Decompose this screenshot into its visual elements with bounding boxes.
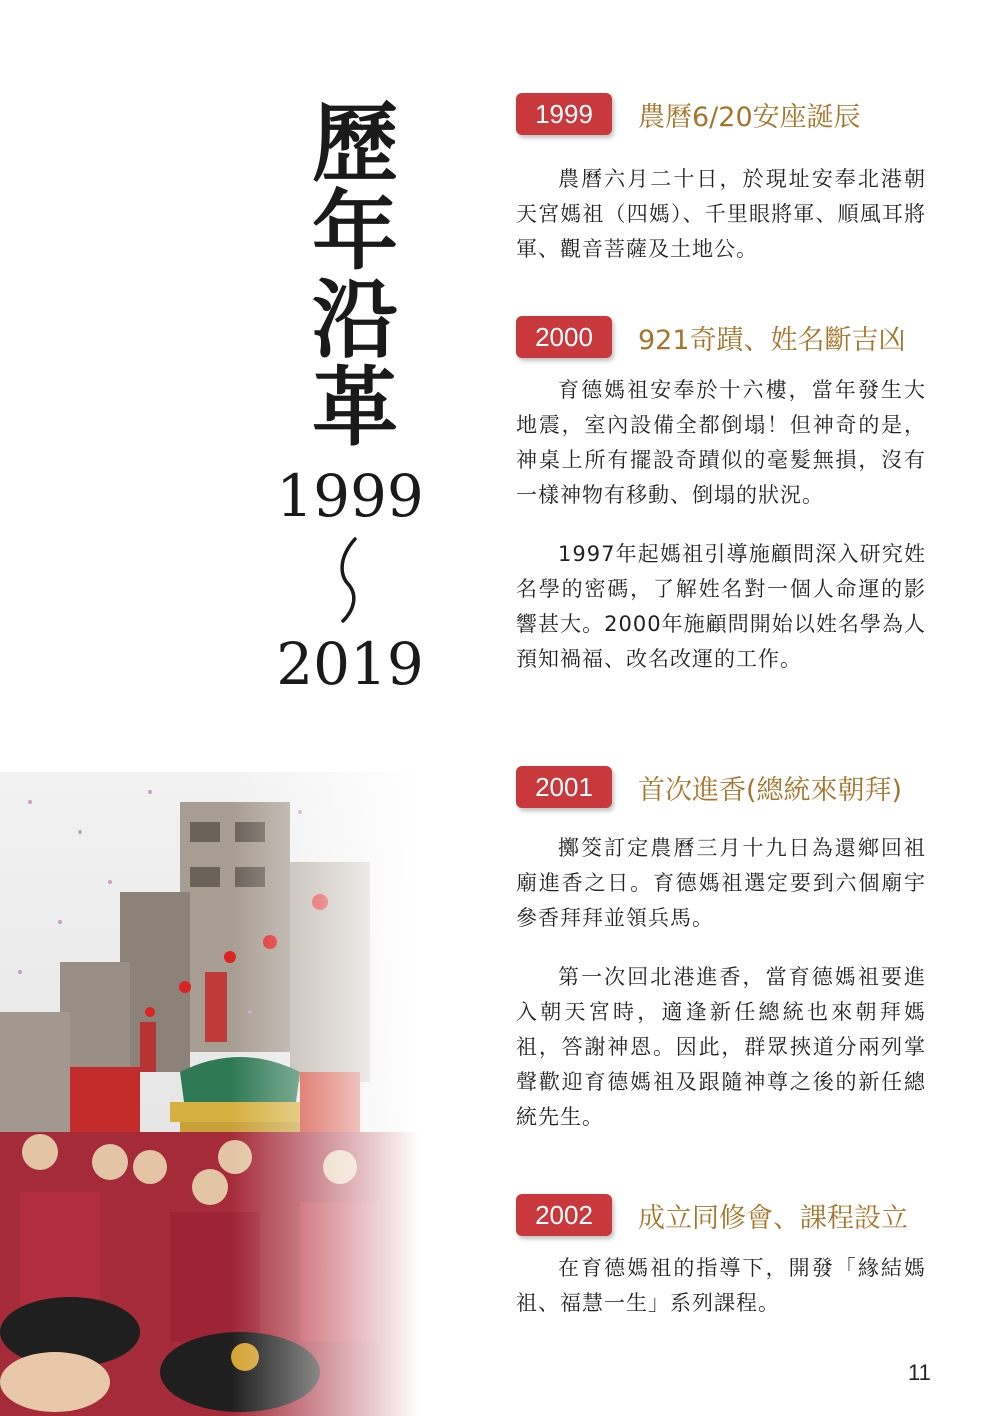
entry-paragraph: 第一次回北港進香，當育德媽祖要進入朝天宮時，適逢新任總統也來朝拜媽祖，答謝神恩。因此，群眾挾道分兩列掌聲歡迎育德媽祖及跟隨神尊之後的新任總統先生。	[516, 965, 926, 1129]
timeline-entry-2001	[516, 765, 926, 1135]
year-badge: 2000	[516, 316, 612, 358]
timeline-entry-2000	[516, 315, 926, 677]
year-range-end: 2019	[276, 630, 424, 698]
year-range-start: 1999	[276, 462, 424, 530]
procession-photo	[0, 772, 420, 1416]
entry-header	[516, 1193, 926, 1237]
title-char: 沿	[312, 269, 398, 370]
entry-paragraph: 擲筊訂定農曆三月十九日為還鄉回祖廟進香之日。育德媽祖選定要到六個廟宇參香拜拜並領兵馬。	[516, 836, 926, 930]
entry-header	[516, 765, 926, 809]
entry-title: 成立同修會、課程設立	[638, 1202, 908, 1234]
page-number: 11	[908, 1360, 931, 1385]
timeline-entry-2002	[516, 1193, 926, 1321]
entry-header	[516, 92, 926, 136]
timeline-entry-1999	[516, 92, 926, 267]
year-badge: 2002	[516, 1194, 612, 1236]
title-char: 年	[312, 181, 398, 282]
entry-paragraph: 育德媽祖安奉於十六樓，當年發生大地震，室內設備全都倒塌！但神奇的是，神桌上所有擺設奇蹟似的毫髮無損，沒有一樣神物有移動、倒塌的狀況。	[516, 378, 926, 507]
entry-paragraph: 農曆六月二十日，於現址安奉北港朝天宮媽祖（四媽）、千里眼將軍、順風耳將軍、觀音菩薩及土地公。	[516, 167, 926, 261]
entry-title: 921奇蹟、姓名斷吉凶	[638, 324, 906, 356]
year-badge: 2001	[516, 766, 612, 808]
title-char: 歷	[312, 93, 398, 194]
entry-title: 農曆6/20安座誕辰	[638, 101, 861, 133]
entry-paragraph: 1997年起媽祖引導施顧問深入研究姓名學的密碼，了解姓名對一個人命運的影響甚大。2000年施顧問開始以姓名學為人預知禍福、改名改運的工作。	[516, 542, 926, 671]
entry-title: 首次進香(總統來朝拜)	[638, 774, 903, 806]
entry-paragraph: 在育德媽祖的指導下，開發「緣結媽祖、福慧一生」系列課程。	[516, 1256, 926, 1315]
page-title	[300, 93, 410, 458]
year-badge: 1999	[516, 93, 612, 135]
entry-header	[516, 315, 926, 359]
wave-separator-icon	[270, 530, 430, 630]
title-char: 革	[312, 357, 398, 458]
year-range	[270, 462, 430, 698]
